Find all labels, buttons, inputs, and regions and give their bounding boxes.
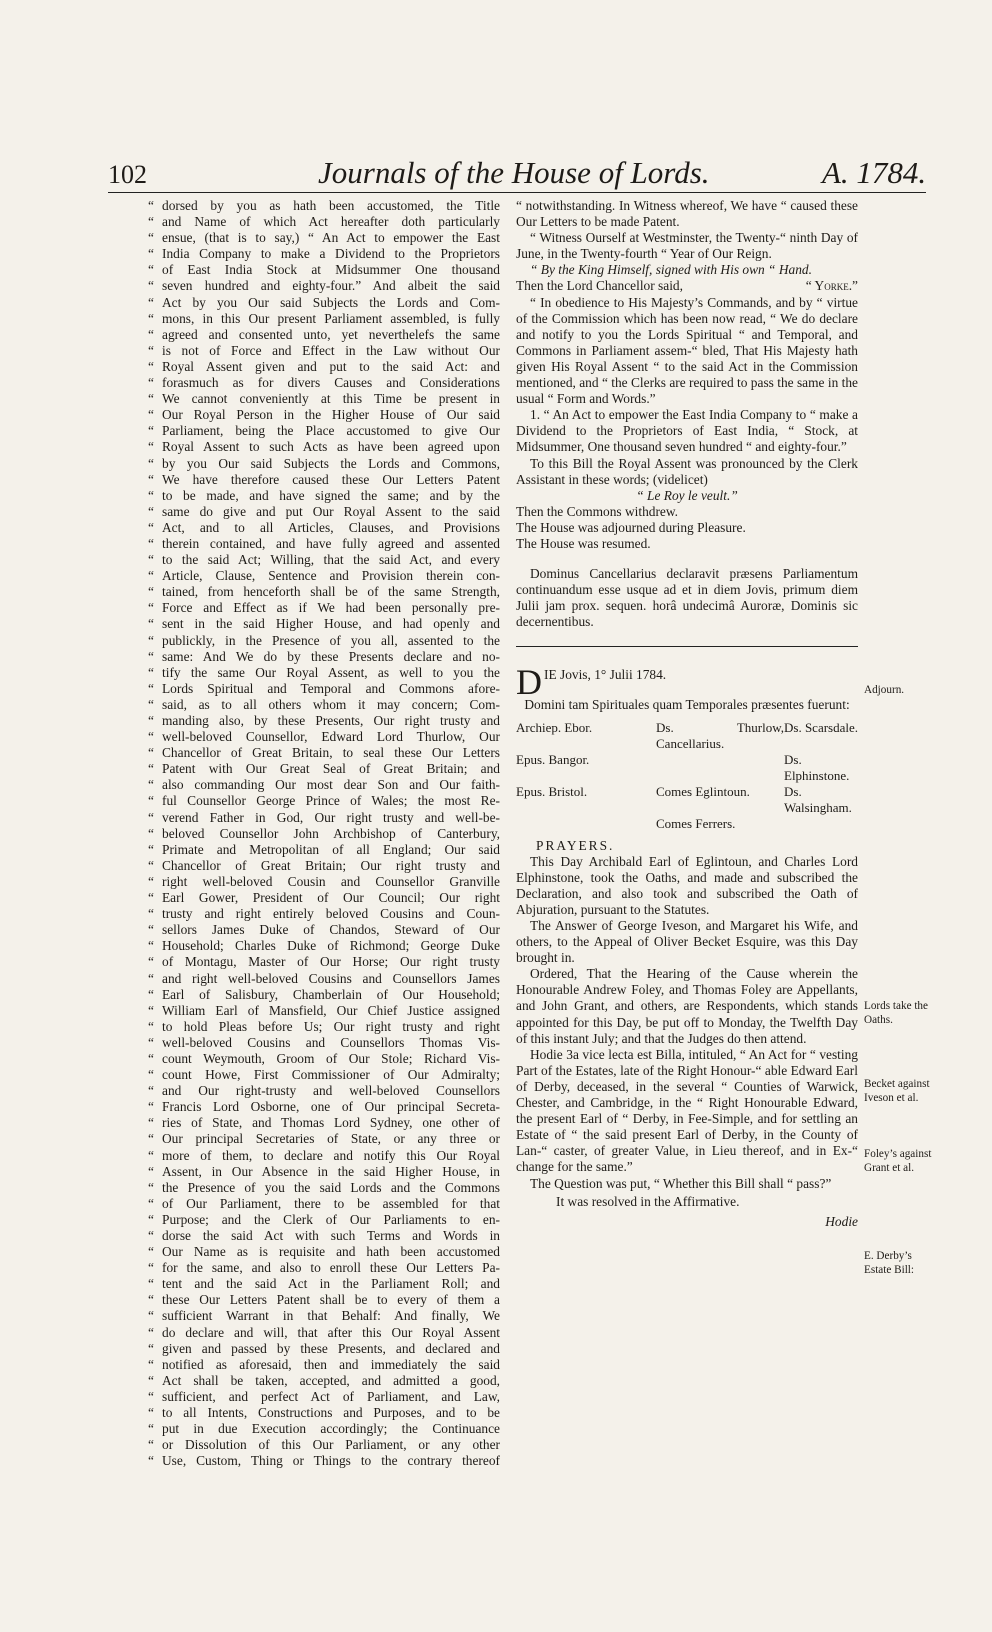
day-heading <box>516 662 858 703</box>
section-divider <box>516 646 858 647</box>
text-line: “ more of them, to declare and notify this Our Royal <box>162 1148 500 1164</box>
text-line: “ agreed and consented unto, yet neverthelefs the same <box>162 327 500 343</box>
text-line: “ Primate and Metropolitan of all England; Our said <box>162 842 500 858</box>
text-line: “ William Earl of Mansfield, Our Chief Justice assigned <box>162 1003 500 1019</box>
text-line: “ tify the same Our Royal Assent, as well to you the <box>162 665 500 681</box>
text-line: “ therein contained, and have fully agreed and assented <box>162 536 500 552</box>
margin-note-derby: E. Derby’s Estate Bill: <box>864 1250 915 1276</box>
attendance-name <box>656 752 784 784</box>
text-line: “ put in due Execution accordingly; the Continuance <box>162 1421 500 1437</box>
ordered-entry: Ordered, That the Hearing of the Cause wherein the Honourable Andrew Foley, and Thomas Foley are Appellants, and John Grant, and others, are Respondents, which stands appointed for this Day, be put off to Monday, the Twelfth Day of this instant July; and that the Judges do then attend. <box>516 966 858 1046</box>
text-line: “ tent and the said Act in the Parliament Roll; and <box>162 1276 500 1292</box>
answer-entry: The Answer of George Iveson, and Margaret his Wife, and others, to the Appeal of Oliver Becket Esquire, was this Day brought in. <box>516 918 858 966</box>
text-line: “ Act by you Our said Subjects the Lords and Com- <box>162 295 500 311</box>
margin-note-adjourn: Adjourn. <box>864 684 905 696</box>
page-header <box>0 0 992 190</box>
year-heading: A. 1784. <box>822 155 927 190</box>
text-line: “ trusty and right entirely beloved Cousins and Coun- <box>162 906 500 922</box>
text-line: “ Our principal Secretaries of State, or any three or <box>162 1131 500 1147</box>
text-line: “ to the said Act; Willing, that the said Act, and every <box>162 552 500 568</box>
oaths-entry: This Day Archibald Earl of Eglintoun, and Charles Lord Elphinstone, took the Oaths, and made and subscribed the Declaration, and also took and subscribed the Oath of Abjuration, pursuant to the Statutes. <box>516 853 858 917</box>
text-line: “ the Presence of you the said Lords and the Commons <box>162 1180 500 1196</box>
act-title: 1. “ An Act to empower the East India Company to “ make a Dividend to the Proprietors of East India, “ Stock, at Midsummer, One thousand seven hundred “ and eighty-four.” <box>516 407 858 455</box>
left-column <box>162 198 500 1469</box>
text-line: “ beloved Counsellor John Archbishop of Canterbury, <box>162 826 500 842</box>
text-line: “ dorse the said Act with such Terms and Words in <box>162 1228 500 1244</box>
text-line: “ also commanding Our most dear Son and Our faith- <box>162 777 500 793</box>
lords-present: Domini tam Spirituales quam Temporales præsentes fuerunt: <box>524 697 850 713</box>
attendance-name: Epus. Bristol. <box>516 783 588 799</box>
text-line: “ Royal Assent given and put to the said Act: and <box>162 359 500 375</box>
text-line: “ given and passed by these Presents, and declared and <box>162 1341 500 1357</box>
text-line: “ verend Father in God, Our right trusty and well-be- <box>162 810 500 826</box>
text-line: “ same do give and put Our Royal Assent to the said <box>162 504 500 520</box>
text-line: “ of Our Parliament, there to be assembled for that <box>162 1196 500 1212</box>
text-line: “ Patent with Our Great Seal of Great Britain; and <box>162 761 500 777</box>
text-line: “ Force and Effect as if We had been personally pre- <box>162 600 500 616</box>
day-heading-text: IE Jovis, 1° Julii 1784. <box>544 667 667 683</box>
text-line: “ Chancellor of Great Britain; Our right trusty and <box>162 858 500 874</box>
question-put: The Question was put, “ Whether this Bill shall “ pass?” <box>530 1175 832 1191</box>
text-line: “ sufficient, and perfect Act of Parliament, and Law, <box>162 1389 500 1405</box>
text-line: “ Our Name as is requisite and hath been accustomed <box>162 1244 500 1260</box>
text-line: “ and Our right-trusty and well-beloved Counsellors <box>162 1083 500 1099</box>
attendance-list <box>516 720 858 832</box>
bill-entry: Hodie 3a vice lecta est Billa, intituled, “ An Act for “ vesting Part of the Estates, late of the Right Honour-“ able Edward Earl of Derby, deceased, in the several “ Counties of Warwick, Chester, and Cambridge, in the “ Right Honourable Edward, the present Earl of “ Derby, in Fee-Simple, and for settling an Estate of “ the said present Earl of Derby, in the County of Lan-“ caster, of greater Value, in Lieu thereof, and in Ex-“ change for the same.” <box>516 1046 858 1175</box>
text-line: “ ful Counsellor George Prince of Wales; the most Re- <box>162 793 500 809</box>
header-rule <box>108 192 926 193</box>
text-line: “ same: And We do by these Presents declare and no- <box>162 649 500 665</box>
text-line: “ Act shall be taken, accepted, and admitted a good, <box>162 1373 500 1389</box>
catchword: Hodie <box>825 1213 858 1229</box>
text-line: “ sufficient Warrant in that Behalf: And finally, We <box>162 1308 500 1324</box>
text-line: “ Francis Lord Osborne, one of Our principal Secreta- <box>162 1099 500 1115</box>
prayers-heading: PRAYERS. <box>536 837 615 853</box>
signature-name: “ Yorke.” <box>805 278 858 294</box>
house-resumed: The House was resumed. <box>516 535 651 551</box>
text-line: “ to be made, and have signed the same; and by the <box>162 488 500 504</box>
text-line: “ sellors James Duke of Chandos, Steward of Our <box>162 922 500 938</box>
text-line: “ Assent, in Our Absence in the said Higher House, in <box>162 1164 500 1180</box>
adjournment-latin: Dominus Cancellarius declaravit præsens Parliamentum continuandum esse usque ad et in diem Jovis, primum diem Julii jam prox. sequen. horâ undecimâ Auroræ, Dominis sic decernentibus. <box>516 566 858 630</box>
attendance-name: Ds. Elphinstone. <box>784 751 850 783</box>
attendance-name: Ds. Scarsdale. <box>784 719 859 735</box>
text-line: “ of East India Stock at Midsummer One thousand <box>162 262 500 278</box>
text-line: “ seven hundred and eighty-four.” And albeit the said <box>162 278 500 294</box>
attendance-name: Ds. Thurlow, Cancellarius. <box>656 719 784 751</box>
text-line: “ ries of State, and Thomas Lord Sydney, one other of <box>162 1115 500 1131</box>
attendance-name: Comes Eglintoun. <box>656 783 750 799</box>
text-line: “ by you Our said Subjects the Lords and Commons, <box>162 456 500 472</box>
house-adjourned: The House was adjourned during Pleasure. <box>516 519 746 535</box>
text-line: “ said, as to all others whom it may concern; Com- <box>162 697 500 713</box>
attendance-name: Ds. Walsingham. <box>784 783 852 815</box>
text-line: “ for the same, and also to enroll these Our Letters Pa- <box>162 1260 500 1276</box>
text-line: “ to hold Pleas before Us; Our right trusty and right <box>162 1019 500 1035</box>
text-line: “ notified as aforesaid, then and immediately the said <box>162 1357 500 1373</box>
text-line: “ forasmuch as for divers Causes and Considerations <box>162 375 500 391</box>
drop-cap: D <box>516 662 542 703</box>
text-line: “ tained, from henceforth shall be of the same Strength, <box>162 584 500 600</box>
text-line: “ of Montagu, Master of Our Horse; Our right trusty <box>162 954 500 970</box>
attendance-name <box>784 816 858 832</box>
text-line: “ Chancellor of Great Britain, to seal these Our Letters <box>162 745 500 761</box>
signature-text: “ By the King Himself, signed with His own “ Hand. <box>530 262 812 278</box>
witness-date: “ Witness Ourself at Westminster, the Twenty-“ ninth Day of June, in the Twenty-fourth “ Year of Our Reign. <box>516 230 858 262</box>
text-line: “ and right well-beloved Cousins and Counsellors James <box>162 971 500 987</box>
text-line: “ right well-beloved Cousin and Counsellor Granville <box>162 874 500 890</box>
text-line: “ Our Royal Person in the Higher House of Our said <box>162 407 500 423</box>
running-title: Journals of the House of Lords. <box>318 155 710 190</box>
text-line: “ is not of Force and Effect in the Law without Our <box>162 343 500 359</box>
text-line: “ sent in the said Higher House, and had openly and <box>162 616 500 632</box>
text-line: “ mons, in this Our present Parliament assembled, is fully <box>162 311 500 327</box>
text-line: “ well-beloved Counsellor, Edward Lord Thurlow, Our <box>162 729 500 745</box>
page-number: 102 <box>108 160 147 189</box>
royal-assent-words: “ Le Roy le veult.” <box>636 487 738 503</box>
text-line: “ publickly, in the Presence of you all, assented to the <box>162 633 500 649</box>
text-line: “ India Company to make a Dividend to the Proprietors <box>162 246 500 262</box>
text-line: “ and Name of which Act hereafter doth particularly <box>162 214 500 230</box>
text-line: “ We cannot conveniently at this Time be present in <box>162 391 500 407</box>
text-line: “ count Weymouth, Groom of Our Stole; Richard Vis- <box>162 1051 500 1067</box>
royal-assent-note: To this Bill the Royal Assent was pronounced by the Clerk Assistant in these words; (videlicet) <box>516 455 858 487</box>
attendance-name: Epus. Bangor. <box>516 751 590 767</box>
witness-clause: “ notwithstanding. In Witness whereof, We have “ caused these Our Letters to be made Patent. <box>516 198 858 230</box>
text-line: “ Article, Clause, Sentence and Provision therein con- <box>162 568 500 584</box>
text-line: “ Lords Spiritual and Temporal and Commons afore- <box>162 681 500 697</box>
text-line: “ Purpose; and the Clerk of Our Parliaments to en- <box>162 1212 500 1228</box>
text-line: “ these Our Letters Patent shall be to every of them a <box>162 1292 500 1308</box>
attendance-name <box>516 816 656 832</box>
text-line: “ Earl of Salisbury, Chamberlain of Our Household; <box>162 987 500 1003</box>
text-line: “ do declare and will, that after this Our Royal Assent <box>162 1325 500 1341</box>
text-line: “ well-beloved Cousins and Counsellors Thomas Vis- <box>162 1035 500 1051</box>
attendance-name: Comes Ferrers. <box>656 815 736 831</box>
text-line: “ manding also, by these Presents, Our right trusty and <box>162 713 500 729</box>
text-line: “ Parliament, being the Place accustomed to give Our <box>162 423 500 439</box>
commons-withdrew: Then the Commons withdrew. <box>516 503 679 519</box>
margin-note-becket: Becket against Iveson et al. <box>864 1078 930 1104</box>
text-line: “ Use, Custom, Thing or Things to the contrary thereof <box>162 1453 500 1469</box>
text-line: “ We have therefore caused these Our Letters Patent <box>162 472 500 488</box>
resolved-affirmative: It was resolved in the Affirmative. <box>556 1193 740 1209</box>
chancellor-said: Then the Lord Chancellor said, <box>516 278 683 294</box>
right-column <box>516 198 858 1230</box>
text-line: “ Household; Charles Duke of Richmond; George Duke <box>162 938 500 954</box>
text-line: “ count Howe, First Commissioner of Our Admiralty; <box>162 1067 500 1083</box>
margin-note-oaths: Lords take the Oaths. <box>864 1000 928 1026</box>
text-line: “ or Dissolution of this Our Parliament, or any other <box>162 1437 500 1453</box>
chancellor-speech: “ In obedience to His Majesty’s Commands, and by “ virtue of the Commission which has been now read, “ We do declare and notify to you the Lords Spiritual “ and Temporal, and Commons in Parliament assem-“ bled, That His Majesty hath given His Royal Assent “ to the said Act in the Commission mentioned, and “ the Clerks are required to pass the same in the usual “ Form and Words.” <box>516 294 858 407</box>
text-line: “ to all Intents, Constructions and Purposes, and to be <box>162 1405 500 1421</box>
attendance-name: Archiep. Ebor. <box>516 719 593 735</box>
text-line: “ dorsed by you as hath been accustomed, the Title <box>162 198 500 214</box>
text-line: “ Act, and to all Articles, Clauses, and Provisions <box>162 520 500 536</box>
margin-note-foley: Foley’s against Grant et al. <box>864 1148 932 1174</box>
text-line: “ Royal Assent to such Acts as have been agreed upon <box>162 439 500 455</box>
text-line: “ Earl Gower, President of Our Council; Our right <box>162 890 500 906</box>
text-line: “ ensue, (that is to say,) “ An Act to empower the East <box>162 230 500 246</box>
